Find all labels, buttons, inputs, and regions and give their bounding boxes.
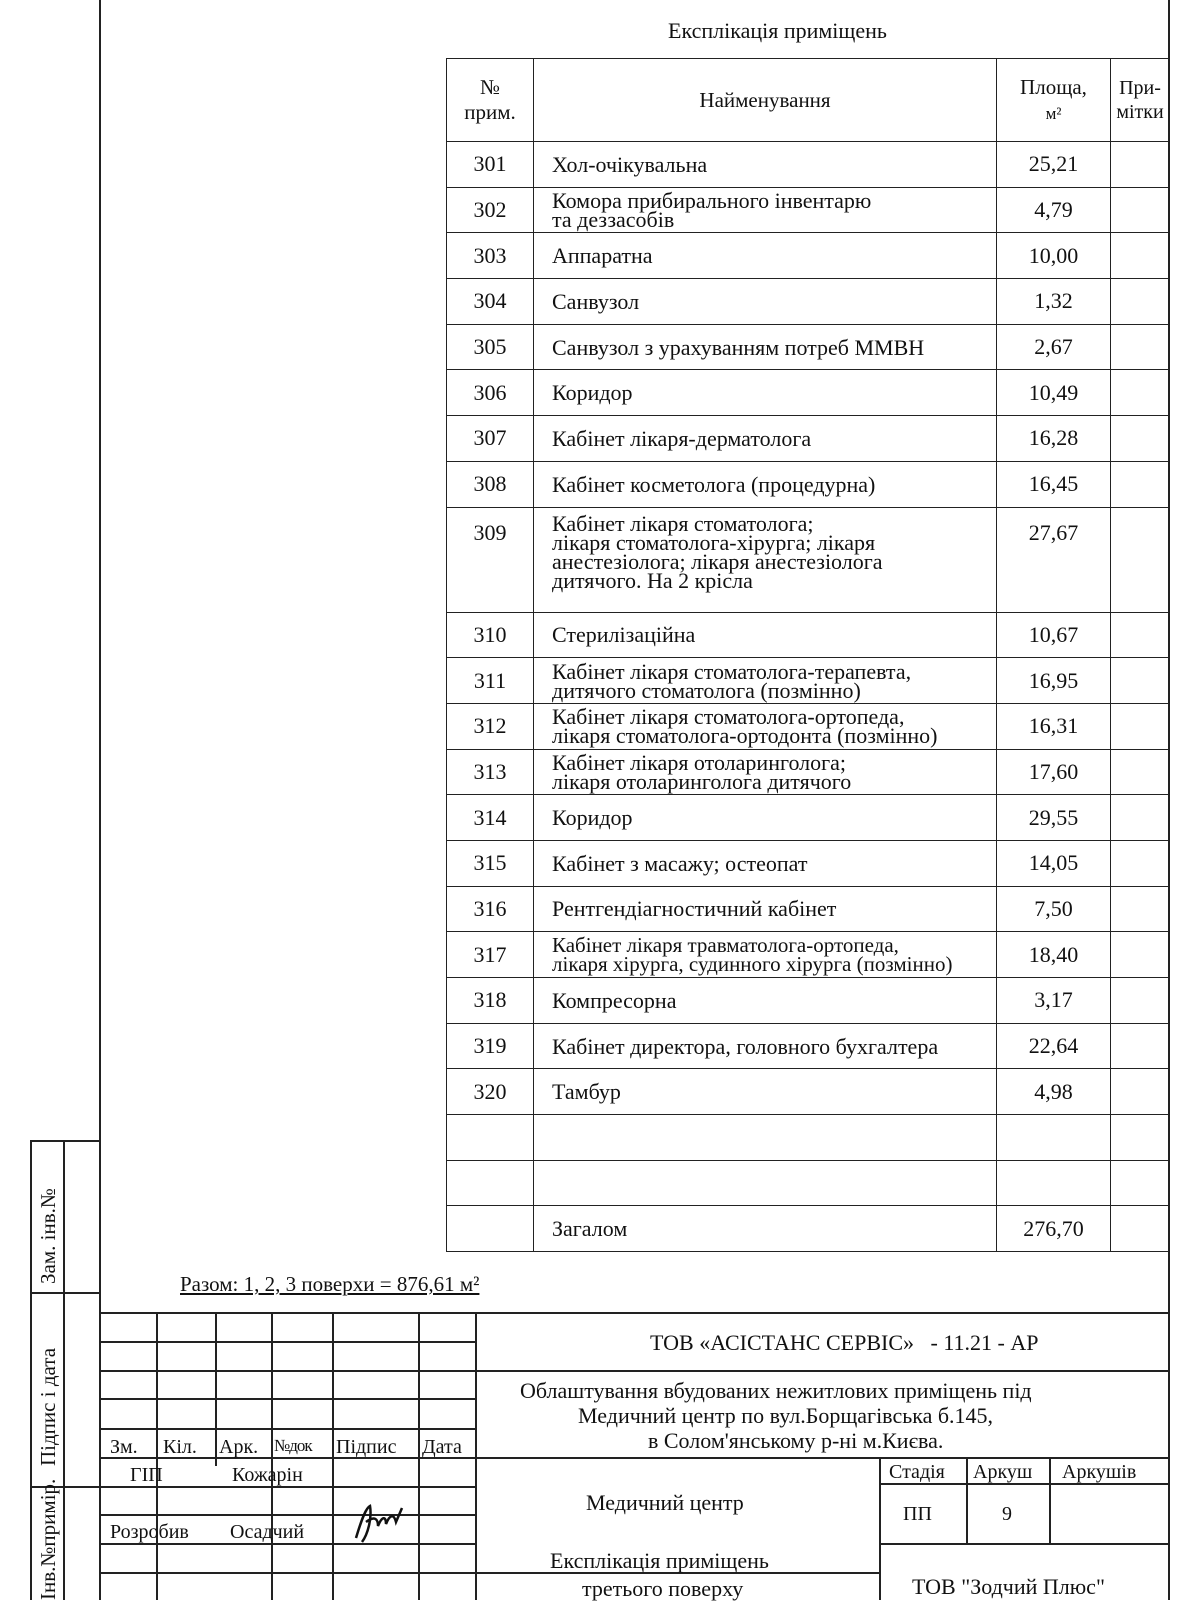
sheet-title-line-1: Експлікація приміщень (550, 1548, 769, 1573)
room-area: 4,79 (997, 187, 1111, 233)
room-number: 301 (447, 142, 534, 188)
room-area: 25,21 (997, 142, 1111, 188)
room-area: 16,28 (997, 416, 1111, 462)
room-number: 316 (447, 886, 534, 932)
room-area: 22,64 (997, 1023, 1111, 1069)
room-area: 2,67 (997, 324, 1111, 370)
room-name: Тамбур (534, 1069, 997, 1115)
room-area: 18,40 (997, 932, 1111, 978)
room-name: Компресорна (534, 978, 997, 1024)
room-name: Кабінет лікаря-дерматолога (534, 416, 997, 462)
room-name: Санвузол з урахуванням потреб ММВН (534, 324, 997, 370)
room-number: 313 (447, 749, 534, 795)
col-kil: Кіл. (163, 1436, 197, 1458)
header-area: Площа, м² (997, 59, 1111, 142)
room-name: Кабінет лікаря стоматолога-ортопеда, лікаря стоматолога-ортодонта (позмінно) (534, 703, 997, 749)
room-area: 7,50 (997, 886, 1111, 932)
room-number: 317 (447, 932, 534, 978)
room-name: Кабінет лікаря стоматолога; лікаря стоматолога-хірурга; лікаря анестезіолога; лікаря анестезіолога дитячого. На 2 крісла (534, 507, 997, 612)
gip-name: Кожарін (232, 1464, 303, 1486)
doc-code: ТОВ «АСІСТАНС СЕРВІС» - 11.21 - АР (650, 1330, 1039, 1355)
rozrobyv-role: Розробив (110, 1521, 189, 1543)
object-name: Медичний центр (586, 1490, 744, 1515)
rozrobyv-name: Осадчий (230, 1521, 305, 1543)
room-area: 10,67 (997, 612, 1111, 658)
room-number: 311 (447, 658, 534, 704)
room-area: 16,45 (997, 461, 1111, 507)
col-ark: Арк. (219, 1436, 259, 1458)
room-number: 307 (447, 416, 534, 462)
room-number: 318 (447, 978, 534, 1024)
room-number: 309 (447, 507, 534, 612)
room-area: 29,55 (997, 795, 1111, 841)
room-area: 27,67 (997, 507, 1111, 612)
room-number: 315 (447, 840, 534, 886)
room-number: 306 (447, 370, 534, 416)
room-number: 308 (447, 461, 534, 507)
room-number: 319 (447, 1023, 534, 1069)
col-data: Дата (422, 1436, 462, 1458)
project-line-1: Облаштування вбудованих нежитлових приміщень під (520, 1378, 1032, 1403)
sheet-value: 9 (1002, 1503, 1012, 1525)
room-number: 312 (447, 703, 534, 749)
stage-label: Стадія (889, 1461, 945, 1483)
company-name: ТОВ "Зодчий Плюс" (912, 1574, 1105, 1599)
room-name: Санвузол (534, 279, 997, 325)
total-value: 276,70 (997, 1206, 1111, 1252)
room-name: Хол-очікувальна (534, 142, 997, 188)
header-num: № прим. (447, 59, 534, 142)
room-number: 302 (447, 187, 534, 233)
sheet-title-line-2: третього поверху (582, 1576, 744, 1601)
room-number: 310 (447, 612, 534, 658)
room-number: 305 (447, 324, 534, 370)
room-area: 16,31 (997, 703, 1111, 749)
project-line-2: Медичний центр по вул.Борщагівська б.145, (578, 1403, 994, 1428)
sheets-label: Аркушів (1062, 1461, 1137, 1483)
explication-title: Експлікація приміщень (668, 18, 887, 43)
room-number: 320 (447, 1069, 534, 1115)
header-notes: При- мітки (1111, 59, 1170, 142)
col-zm: Зм. (110, 1436, 138, 1458)
room-area: 10,49 (997, 370, 1111, 416)
room-name: Кабінет директора, головного бухгалтера (534, 1023, 997, 1069)
project-line-3: в Солом'янському р-ні м.Києва. (648, 1428, 944, 1453)
signature-osadchyi (348, 1498, 410, 1546)
side-label-zam-inv: Зам. інв.№ (36, 1188, 60, 1284)
room-area: 4,98 (997, 1069, 1111, 1115)
sheet-label: Аркуш (973, 1461, 1033, 1483)
room-name: Кабінет лікаря травматолога-ортопеда, лікаря хірурга, судинного хірурга (позмінно) (534, 932, 997, 978)
col-ndok: №док (274, 1436, 312, 1455)
gip-role: ГІП (130, 1464, 163, 1486)
room-name: Кабінет косметолога (процедурна) (534, 461, 997, 507)
room-area: 1,32 (997, 279, 1111, 325)
room-name: Рентгендіагностичний кабінет (534, 886, 997, 932)
room-number: 314 (447, 795, 534, 841)
room-name: Комора прибирального інвентарю та деззасобів (534, 187, 997, 233)
room-number: 304 (447, 279, 534, 325)
room-area: 14,05 (997, 840, 1111, 886)
room-name: Стерилізаційна (534, 612, 997, 658)
room-name: Кабінет лікаря отоларинголога; лікаря отоларинголога дитячого (534, 749, 997, 795)
side-label-inv-prymir: Інв.№примір. (36, 1478, 60, 1600)
room-area: 10,00 (997, 233, 1111, 279)
room-name: Коридор (534, 795, 997, 841)
stage-value: ПП (903, 1503, 932, 1525)
side-label-pidpys-data: Підпис і дата (36, 1347, 60, 1466)
col-pidpys: Підпис (336, 1436, 397, 1458)
room-area: 3,17 (997, 978, 1111, 1024)
room-number: 303 (447, 233, 534, 279)
room-name: Аппаратна (534, 233, 997, 279)
total-label: Загалом (534, 1206, 997, 1252)
room-name: Коридор (534, 370, 997, 416)
room-area: 17,60 (997, 749, 1111, 795)
razom-summary: Разом: 1, 2, 3 поверхи = 876,61 м² (180, 1272, 480, 1296)
room-area: 16,95 (997, 658, 1111, 704)
header-name: Найменування (534, 59, 997, 142)
room-name: Кабінет лікаря стоматолога-терапевта, дитячого стоматолога (позмінно) (534, 658, 997, 704)
room-name: Кабінет з масажу; остеопат (534, 840, 997, 886)
